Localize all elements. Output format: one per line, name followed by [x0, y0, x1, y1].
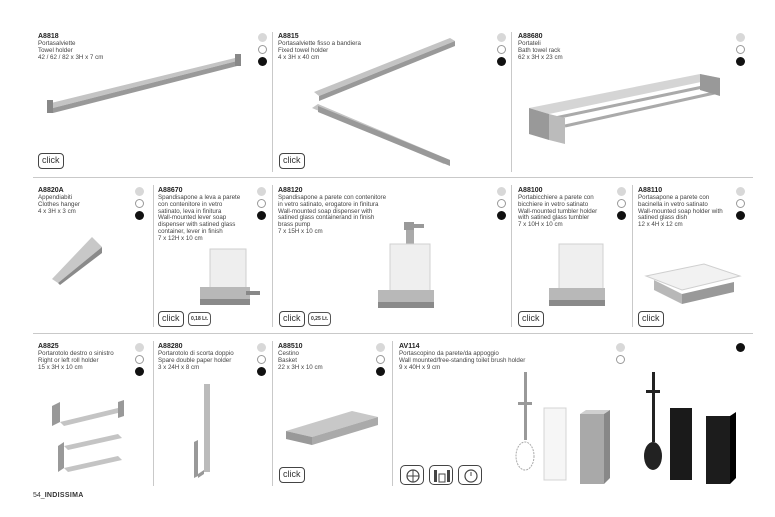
finish-swatch-light-icon[interactable] — [258, 33, 267, 42]
finish-swatch-light-icon[interactable] — [616, 343, 625, 352]
finish-swatch-black-icon[interactable] — [376, 367, 385, 376]
product-desc: Towel holder — [38, 46, 73, 54]
finish-swatch-light-icon[interactable] — [135, 343, 144, 352]
product-desc: Portasalviette fisso a bandiera — [278, 40, 361, 47]
product-desc: Portascopino da parete/da appoggio — [399, 350, 499, 357]
product-desc: Clothes hanger — [38, 200, 80, 208]
product-a88670 — [158, 187, 258, 243]
towel-holder-image — [45, 52, 245, 117]
finish-swatches — [257, 187, 266, 220]
finish-swatches — [258, 33, 267, 66]
product-a88280 — [158, 343, 258, 371]
product-desc: Wall-mounted lever soap — [158, 214, 227, 222]
product-code: AV114 — [399, 343, 420, 350]
click-button[interactable]: click — [638, 311, 664, 327]
finish-swatch-black-icon[interactable] — [135, 211, 144, 220]
spare-paper-holder-image — [190, 382, 220, 482]
product-desc: 7 x 12H x 10 cm — [158, 234, 203, 242]
product-a88680 — [518, 33, 718, 61]
product-desc: 42 / 62 / 82 x 3H x 7 cm — [38, 53, 104, 61]
finish-swatches — [135, 343, 144, 376]
finish-swatch-white-icon[interactable] — [736, 199, 745, 208]
finish-swatch-black-icon[interactable] — [257, 367, 266, 376]
finish-swatches — [497, 187, 506, 220]
click-button[interactable]: click — [279, 311, 305, 327]
finish-swatch-white-icon[interactable] — [258, 45, 267, 54]
finish-swatch-white-icon[interactable] — [135, 199, 144, 208]
finish-swatches — [736, 187, 745, 220]
product-a88100 — [518, 187, 623, 229]
finish-swatches — [736, 343, 745, 352]
finish-swatch-light-icon[interactable] — [257, 343, 266, 352]
col-divider — [632, 185, 633, 327]
product-desc: Portabicchiere a parete con — [518, 194, 594, 201]
product-desc: in vetro satinato, erogatore in finitura — [278, 200, 379, 208]
product-desc: Cestino — [278, 350, 299, 357]
roll-holder-image — [48, 398, 133, 483]
finish-swatch-black-icon[interactable] — [497, 211, 506, 220]
product-desc: brass pump — [278, 221, 311, 229]
product-a88110 — [638, 187, 738, 229]
finish-swatch-black-icon[interactable] — [736, 343, 745, 352]
finish-swatch-white-icon[interactable] — [135, 355, 144, 364]
product-code: A8825 — [38, 343, 59, 350]
product-desc: Spandisapone a parete con contenitore — [278, 194, 387, 201]
product-desc: Wall-mounted soap holder with — [638, 207, 723, 215]
basket-image — [282, 405, 382, 450]
finish-swatches — [376, 343, 385, 376]
product-desc: Spandisapone a leva a parete — [158, 194, 241, 201]
product-desc: bicchiere in vetro satinato — [518, 200, 589, 208]
product-desc: Portasalviette — [38, 40, 76, 47]
product-desc: 12 x 4H x 12 cm — [638, 221, 683, 229]
product-desc: 22 x 3H x 10 cm — [278, 363, 323, 371]
product-desc: 7 x 10H x 10 cm — [518, 221, 563, 229]
product-desc: Right or left roll holder — [38, 356, 99, 364]
page-number: 54_ — [33, 492, 45, 499]
tumbler-holder-image — [545, 240, 620, 310]
finish-swatch-light-icon[interactable] — [736, 33, 745, 42]
finish-swatch-black-icon[interactable] — [736, 211, 745, 220]
product-desc: 4 x 3H x 3 cm — [38, 207, 76, 215]
timer-icon — [458, 465, 482, 485]
product-code: A88670 — [158, 187, 183, 194]
finish-swatch-white-icon[interactable] — [736, 45, 745, 54]
finish-swatch-black-icon[interactable] — [497, 57, 506, 66]
product-desc: Wall-mounted tumbler holder — [518, 207, 598, 215]
finish-swatch-light-icon[interactable] — [497, 187, 506, 196]
bath-towel-rack-image — [525, 68, 725, 143]
capacity-badge: 0,25 Lt. — [308, 312, 331, 326]
product-desc: satinato, leva in finitura — [158, 207, 222, 215]
product-desc: container, lever in finish — [158, 227, 223, 235]
product-desc: 9 x 40H x 9 cm — [399, 363, 441, 371]
product-desc: Wall mounted/free-standing toilet brush holder — [399, 356, 526, 364]
product-desc: Basket — [278, 356, 297, 364]
clothes-hanger-image — [48, 235, 108, 285]
product-desc: Wall-mounted soap dispenser with — [278, 207, 373, 215]
finish-swatch-light-icon[interactable] — [617, 187, 626, 196]
finish-swatch-white-icon[interactable] — [257, 355, 266, 364]
product-code: A8815 — [278, 33, 299, 40]
product-desc: satined glass containerand in finish — [278, 214, 375, 222]
product-desc: Bath towel rack — [518, 46, 561, 54]
finish-swatch-light-icon[interactable] — [736, 187, 745, 196]
toilet-brush-holder-black-image — [630, 368, 755, 486]
finish-swatches — [617, 187, 626, 220]
finish-swatch-white-icon[interactable] — [497, 45, 506, 54]
finish-swatch-black-icon[interactable] — [258, 57, 267, 66]
row-divider-2 — [33, 333, 753, 334]
finish-swatches — [135, 187, 144, 220]
click-button[interactable]: click — [279, 467, 305, 483]
product-desc: Portarotolo di scorta doppio — [158, 350, 234, 357]
product-desc: 62 x 3H x 23 cm — [518, 53, 563, 61]
col-divider — [511, 185, 512, 327]
product-desc: 3 x 24H x 8 cm — [158, 363, 200, 371]
product-code: A88680 — [518, 33, 543, 40]
product-desc: Fixed towel holder — [278, 46, 329, 54]
page-footer — [33, 492, 84, 499]
product-a88510 — [278, 343, 373, 371]
product-a8825 — [38, 343, 133, 371]
click-button[interactable]: click — [279, 153, 305, 169]
wall-mount-icon — [400, 465, 424, 485]
finish-swatch-black-icon[interactable] — [135, 367, 144, 376]
product-desc: Portasapone a parete con — [638, 194, 710, 201]
product-desc: 4 x 3H x 40 cm — [278, 53, 320, 61]
finish-swatch-white-icon[interactable] — [257, 199, 266, 208]
finish-swatch-white-icon[interactable] — [376, 355, 385, 364]
product-desc: dispenser with satined glass — [158, 221, 236, 229]
finish-swatch-white-icon[interactable] — [617, 199, 626, 208]
lever-soap-dispenser-image — [196, 245, 266, 315]
toilet-brush-holder-image — [510, 368, 630, 486]
product-desc: 7 x 15H x 10 cm — [278, 227, 323, 235]
click-button[interactable]: click — [158, 311, 184, 327]
product-desc: con contenitore in vetro — [158, 200, 223, 208]
finish-swatch-light-icon[interactable] — [376, 343, 385, 352]
product-code: A8820A — [38, 187, 64, 194]
product-desc: Appendiabiti — [38, 194, 73, 201]
product-desc: Portarotolo destro o sinistro — [38, 350, 114, 357]
brand-name: INDISSIMA — [44, 492, 84, 499]
finish-swatch-black-icon[interactable] — [736, 57, 745, 66]
finish-swatch-white-icon[interactable] — [616, 355, 625, 364]
capacity-badge: 0,18 Lt. — [188, 312, 211, 326]
free-standing-icon — [429, 465, 453, 485]
product-desc: with satined glass tumbler — [518, 214, 590, 222]
finish-swatch-black-icon[interactable] — [617, 211, 626, 220]
click-button[interactable]: click — [38, 153, 64, 169]
col-divider — [272, 32, 273, 172]
soap-holder-image — [644, 262, 744, 310]
finish-swatches — [257, 343, 266, 376]
col-divider — [153, 185, 154, 327]
product-desc: 15 x 3H x 10 cm — [38, 363, 83, 371]
product-code: A88110 — [638, 187, 663, 194]
col-divider — [511, 32, 512, 172]
col-divider — [272, 185, 273, 327]
finish-swatches — [616, 343, 625, 364]
col-divider — [272, 341, 273, 486]
product-code: A8818 — [38, 33, 59, 40]
finish-swatch-light-icon[interactable] — [135, 187, 144, 196]
fixed-towel-holder-image — [310, 34, 460, 169]
finish-swatch-white-icon[interactable] — [497, 199, 506, 208]
product-desc: bacinella in vetro satinato — [638, 200, 708, 208]
row-divider-1 — [33, 177, 753, 178]
product-code: A88510 — [278, 343, 303, 350]
product-desc: Spare double paper holder — [158, 356, 232, 364]
product-desc: Portateli — [518, 40, 541, 47]
finish-swatch-light-icon[interactable] — [497, 33, 506, 42]
product-code: A88100 — [518, 187, 543, 194]
finish-swatches — [497, 33, 506, 66]
product-code: A88280 — [158, 343, 183, 350]
product-code: A88120 — [278, 187, 303, 194]
finish-swatch-light-icon[interactable] — [257, 187, 266, 196]
col-divider — [153, 341, 154, 486]
soap-dispenser-image — [370, 220, 450, 315]
click-button[interactable]: click — [518, 311, 544, 327]
product-a8820a — [38, 187, 133, 215]
col-divider — [392, 341, 393, 486]
finish-swatches — [736, 33, 745, 66]
product-desc: satined glass dish — [638, 214, 688, 222]
finish-swatch-black-icon[interactable] — [257, 211, 266, 220]
